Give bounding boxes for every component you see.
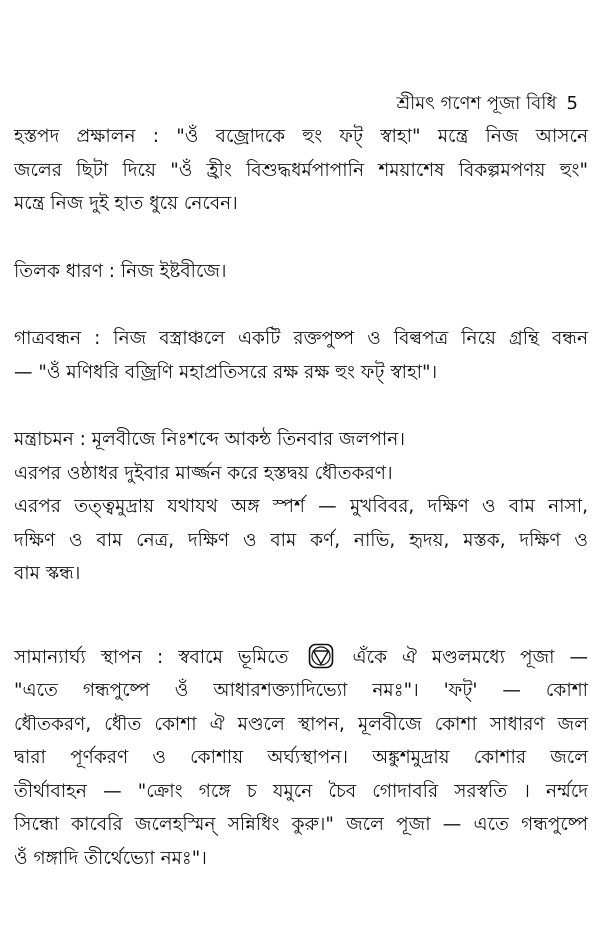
paragraph-samanyarghya bbox=[14, 641, 588, 876]
text-line: তিলক ধারণ : নিজ ইষ্টবীজে। bbox=[14, 260, 227, 282]
running-header bbox=[397, 92, 578, 116]
text-segment: সামান্যার্ঘ্য স্থাপন : স্ববামে ভূমিতে bbox=[14, 646, 289, 668]
paragraph-hand-foot-washing bbox=[14, 120, 588, 221]
text-line: — "ওঁ মণিধরি বজ্রিণি মহাপ্রতিসরে রক্ষ রক্ষ হুং ফট্ স্বাহা"। bbox=[14, 361, 438, 383]
text-line: ওঁ গঙ্গাদি তীর্থেভ্যো নমঃ"। bbox=[14, 847, 207, 869]
page-number: 5 bbox=[566, 93, 578, 114]
text-line bbox=[14, 641, 588, 675]
text-line: মন্ত্রাচমন : মূলবীজে নিঃশব্দে আকন্ঠ তিনবার জলপান। bbox=[14, 429, 405, 450]
text-line: এরপর ওষ্ঠাধর দুইবার মার্জ্জন করে হস্তদ্বয় ধৌতকরণ। bbox=[14, 462, 393, 484]
text-line: ধৌতকরণ, ধৌত কোশা ঐ মণ্ডলে স্থাপন, মূলবীজে কোশা সাধারণ জল bbox=[14, 713, 588, 735]
text-line: "এতে গন্ধপুষ্পে ওঁ আধারশক্ত্যাদিভ্যো নমঃ"। 'ফট্' — কোশা bbox=[14, 680, 588, 701]
text-segment: এঁকে ঐ মণ্ডলমধ্যে পূজা — bbox=[352, 646, 588, 668]
text-line: গাত্রবন্ধন : নিজ বস্ত্রাঞ্চলে একটি রক্তপুষ্প ও বিল্বপত্র নিয়ে গ্রন্থি বন্ধন bbox=[14, 328, 588, 349]
text-line: জলের ছিটা দিয়ে "ওঁ হ্রীং বিশুদ্ধধর্মপাপানি শময়াশেষ বিকল্পমপণয় হুং" bbox=[14, 159, 588, 181]
text-line: এরপর তত্ত্বমুদ্রায় যথাযথ অঙ্গ স্পর্শ — মুখবিবর, দক্ষিণ ও বাম নাসা, bbox=[14, 496, 588, 517]
text-line: মন্ত্রে নিজ দুই হাত ধুয়ে নেবেন। bbox=[14, 193, 238, 214]
text-line: সিন্ধো কাবেরি জলেহস্মিন্ সন্নিধিং কুরু।" জলে পূজা — এতে গন্ধপুষ্পে bbox=[14, 814, 588, 835]
page-body bbox=[14, 120, 588, 875]
header-title: শ্রীমৎ গণেশ পূজা বিধি bbox=[396, 93, 557, 114]
text-line: দ্বারা পূর্ণকরণ ও কোশায় অর্ঘ্যস্থাপন। অঙ্কুশমুদ্রায় কোশার জলে bbox=[14, 747, 588, 768]
paragraph-mantra-achaman bbox=[14, 423, 588, 591]
paragraph-body-binding bbox=[14, 322, 588, 389]
text-line: হস্তপদ প্রক্ষালন : "ওঁ বজ্রোদকে হুং ফট্ স্বাহা" মন্ত্রে নিজ আসনে bbox=[14, 126, 588, 147]
hexagram-triangle-in-square-icon bbox=[308, 643, 334, 669]
text-line: তীর্থাবাহন — "ক্রোং গঙ্গে চ যমুনে চৈব গোদাবরি সরস্বতি । নর্ম্মদে bbox=[14, 780, 588, 802]
text-line: বাম স্কন্ধ। bbox=[14, 563, 81, 584]
text-line: দক্ষিণ ও বাম নেত্র, দক্ষিণ ও বাম কর্ণ, নাভি, হৃদয়, মস্তক, দক্ষিণ ও bbox=[14, 529, 588, 551]
paragraph-tilak bbox=[14, 255, 588, 289]
